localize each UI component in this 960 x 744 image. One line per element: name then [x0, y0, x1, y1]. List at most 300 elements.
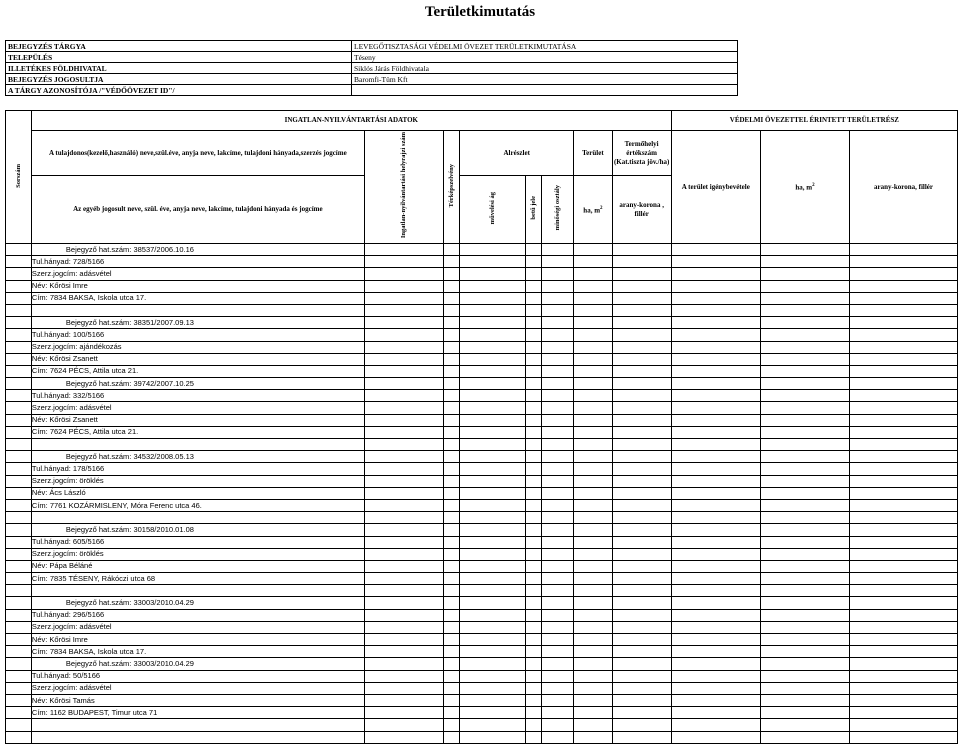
- empty-cell: [542, 292, 574, 304]
- empty-cell: [460, 365, 525, 377]
- empty-cell: [542, 365, 574, 377]
- minosegi-header: minőségi osztály: [542, 176, 574, 244]
- empty-cell: [612, 439, 671, 451]
- owner-cell: Cím: 1162 BUDAPEST, Timur utca 71: [31, 707, 364, 719]
- empty-cell: [760, 365, 849, 377]
- info-row: [6, 41, 738, 52]
- empty-cell: [460, 597, 525, 609]
- empty-cell: [460, 731, 525, 743]
- vedelmi-header: VÉDELMI ÖVEZETTEL ÉRINTETT TERÜLETRÉSZ: [671, 111, 957, 131]
- empty-cell: [525, 670, 542, 682]
- empty-cell: [443, 609, 460, 621]
- empty-cell: [612, 329, 671, 341]
- ha-m2-header: ha, $m^2$: [574, 176, 612, 244]
- empty-cell: [612, 682, 671, 694]
- empty-cell: [364, 731, 443, 743]
- info-label: A TÁRGY AZONOSÍTÓJA /"VÉDŐÖVEZET ID"/: [6, 85, 352, 96]
- muvelesi-header: művelési ág: [460, 176, 525, 244]
- empty-cell: [760, 512, 849, 524]
- empty-cell: [525, 536, 542, 548]
- empty-cell: [364, 353, 443, 365]
- empty-cell: [671, 670, 760, 682]
- egyeb-header: Az egyéb jogosult neve, szül. éve, anyja neve, lakcíme, tulajdoni hányada és jogcíme: [31, 176, 364, 244]
- empty-cell: [364, 244, 443, 256]
- empty-cell: [612, 597, 671, 609]
- empty-cell: [542, 475, 574, 487]
- empty-cell: [525, 353, 542, 365]
- empty-cell: [850, 244, 958, 256]
- empty-cell: [525, 414, 542, 426]
- empty-cell: [574, 487, 612, 499]
- empty-cell: [460, 634, 525, 646]
- empty-cell: [850, 719, 958, 731]
- table-row: [6, 329, 958, 341]
- empty-cell: [574, 390, 612, 402]
- empty-cell: [574, 463, 612, 475]
- empty-cell: [443, 463, 460, 475]
- empty-cell: [525, 317, 542, 329]
- empty-cell: [460, 268, 525, 280]
- empty-cell: [443, 475, 460, 487]
- empty-cell: [460, 536, 525, 548]
- table-row: [6, 499, 958, 511]
- empty-cell: [443, 244, 460, 256]
- empty-cell: [443, 707, 460, 719]
- owner-cell: Név: Ács László: [31, 487, 364, 499]
- empty-cell: [760, 268, 849, 280]
- empty-cell: [364, 280, 443, 292]
- empty-cell: [574, 682, 612, 694]
- empty-cell: [460, 426, 525, 438]
- empty-cell: [6, 548, 32, 560]
- empty-cell: [460, 609, 525, 621]
- empty-cell: [460, 719, 525, 731]
- empty-cell: [574, 731, 612, 743]
- table-row: [6, 585, 958, 597]
- owner-cell: Szerz.jogcím: öröklés: [31, 475, 364, 487]
- empty-cell: [612, 463, 671, 475]
- empty-cell: [671, 439, 760, 451]
- table-row: [6, 524, 958, 536]
- table-row: [6, 536, 958, 548]
- empty-cell: [612, 317, 671, 329]
- empty-cell: [6, 585, 32, 597]
- empty-cell: [671, 487, 760, 499]
- empty-cell: [460, 524, 525, 536]
- empty-cell: [574, 292, 612, 304]
- empty-cell: [574, 451, 612, 463]
- empty-cell: [525, 560, 542, 572]
- empty-cell: [574, 597, 612, 609]
- terkep-header: Térképszelvény: [443, 131, 460, 244]
- empty-cell: [525, 719, 542, 731]
- empty-cell: [6, 475, 32, 487]
- empty-cell: [760, 573, 849, 585]
- empty-cell: [850, 573, 958, 585]
- empty-cell: [460, 353, 525, 365]
- empty-cell: [460, 292, 525, 304]
- empty-cell: [850, 487, 958, 499]
- empty-cell: [460, 560, 525, 572]
- empty-cell: [850, 451, 958, 463]
- empty-cell: [760, 353, 849, 365]
- empty-cell: [460, 487, 525, 499]
- empty-cell: [525, 402, 542, 414]
- empty-cell: [364, 304, 443, 316]
- empty-cell: [525, 585, 542, 597]
- empty-cell: [525, 475, 542, 487]
- empty-cell: [542, 597, 574, 609]
- empty-cell: [364, 682, 443, 694]
- empty-cell: [443, 451, 460, 463]
- table-row: [6, 268, 958, 280]
- empty-cell: [6, 439, 32, 451]
- empty-cell: [671, 256, 760, 268]
- info-row: [6, 74, 738, 85]
- empty-cell: [6, 597, 32, 609]
- empty-cell: [542, 304, 574, 316]
- empty-cell: [460, 304, 525, 316]
- empty-cell: [525, 646, 542, 658]
- alreszlet-header: Alrészlet: [460, 131, 574, 176]
- owner-cell: [31, 304, 364, 316]
- empty-cell: [850, 731, 958, 743]
- empty-cell: [850, 304, 958, 316]
- empty-cell: [6, 536, 32, 548]
- empty-cell: [460, 451, 525, 463]
- owner-cell: Név: Kőrösi Zsanett: [31, 353, 364, 365]
- empty-cell: [364, 463, 443, 475]
- empty-cell: [612, 292, 671, 304]
- owner-cell: Tul.hányad: 296/5166: [31, 609, 364, 621]
- empty-cell: [364, 499, 443, 511]
- empty-cell: [574, 585, 612, 597]
- empty-cell: [443, 499, 460, 511]
- empty-cell: [525, 280, 542, 292]
- empty-cell: [850, 378, 958, 390]
- empty-cell: [671, 536, 760, 548]
- empty-cell: [612, 707, 671, 719]
- empty-cell: [542, 560, 574, 572]
- empty-cell: [542, 451, 574, 463]
- empty-cell: [443, 341, 460, 353]
- empty-cell: [574, 304, 612, 316]
- empty-cell: [760, 317, 849, 329]
- empty-cell: [850, 256, 958, 268]
- empty-cell: [760, 426, 849, 438]
- empty-cell: [525, 463, 542, 475]
- empty-cell: [364, 256, 443, 268]
- empty-cell: [850, 707, 958, 719]
- empty-cell: [364, 426, 443, 438]
- empty-cell: [525, 378, 542, 390]
- empty-cell: [443, 487, 460, 499]
- empty-cell: [760, 621, 849, 633]
- empty-cell: [6, 646, 32, 658]
- empty-cell: [525, 548, 542, 560]
- owner-cell: Szerz.jogcím: öröklés: [31, 548, 364, 560]
- empty-cell: [671, 426, 760, 438]
- empty-cell: [542, 548, 574, 560]
- owner-cell: Tul.hányad: 605/5166: [31, 536, 364, 548]
- owner-cell: Tul.hányad: 50/5166: [31, 670, 364, 682]
- empty-cell: [443, 280, 460, 292]
- empty-cell: [443, 573, 460, 585]
- owner-cell: Tul.hányad: 728/5166: [31, 256, 364, 268]
- empty-cell: [574, 707, 612, 719]
- info-row: [6, 85, 738, 96]
- empty-cell: [6, 707, 32, 719]
- empty-cell: [443, 256, 460, 268]
- info-label: ILLETÉKES FÖLDHIVATAL: [6, 63, 352, 74]
- empty-cell: [574, 573, 612, 585]
- empty-cell: [612, 634, 671, 646]
- empty-cell: [542, 536, 574, 548]
- empty-cell: [525, 365, 542, 377]
- owner-cell: Bejegyző hat.szám: 38351/2007.09.13: [31, 317, 364, 329]
- empty-cell: [460, 463, 525, 475]
- empty-cell: [364, 329, 443, 341]
- empty-cell: [443, 329, 460, 341]
- owner-cell: [31, 731, 364, 743]
- owner-cell: Tul.hányad: 100/5166: [31, 329, 364, 341]
- empty-cell: [760, 609, 849, 621]
- empty-cell: [364, 341, 443, 353]
- table-row: [6, 475, 958, 487]
- empty-cell: [850, 463, 958, 475]
- empty-cell: [671, 682, 760, 694]
- empty-cell: [6, 463, 32, 475]
- empty-cell: [6, 719, 32, 731]
- empty-cell: [364, 646, 443, 658]
- empty-cell: [850, 402, 958, 414]
- table-row: [6, 426, 958, 438]
- table-row: [6, 353, 958, 365]
- sorszam-header: Sorszám: [6, 111, 32, 244]
- empty-cell: [542, 719, 574, 731]
- owner-cell: Tul.hányad: 332/5166: [31, 390, 364, 402]
- empty-cell: [460, 670, 525, 682]
- empty-cell: [671, 414, 760, 426]
- owner-cell: [31, 512, 364, 524]
- empty-cell: [525, 682, 542, 694]
- empty-cell: [850, 597, 958, 609]
- table-row: [6, 451, 958, 463]
- empty-cell: [612, 536, 671, 548]
- empty-cell: [443, 524, 460, 536]
- empty-cell: [525, 524, 542, 536]
- empty-cell: [364, 451, 443, 463]
- empty-cell: [760, 694, 849, 706]
- empty-cell: [574, 268, 612, 280]
- empty-cell: [364, 694, 443, 706]
- empty-cell: [542, 646, 574, 658]
- empty-cell: [574, 670, 612, 682]
- empty-cell: [542, 634, 574, 646]
- empty-cell: [574, 341, 612, 353]
- empty-cell: [574, 560, 612, 572]
- empty-cell: [443, 378, 460, 390]
- empty-cell: [460, 414, 525, 426]
- empty-cell: [364, 560, 443, 572]
- empty-cell: [542, 512, 574, 524]
- empty-cell: [542, 524, 574, 536]
- empty-cell: [542, 499, 574, 511]
- empty-cell: [6, 280, 32, 292]
- empty-cell: [671, 634, 760, 646]
- empty-cell: [850, 475, 958, 487]
- owner-cell: Bejegyző hat.szám: 33003/2010.04.29: [31, 658, 364, 670]
- empty-cell: [443, 621, 460, 633]
- tulajdonos-header: A tulajdonos(kezelő,használó) neve,szül.éve, anyja neve, lakcíme, tulajdoni hányada,szerzés jogcíme: [31, 131, 364, 176]
- empty-cell: [574, 402, 612, 414]
- empty-cell: [760, 719, 849, 731]
- empty-cell: [443, 317, 460, 329]
- empty-cell: [671, 573, 760, 585]
- empty-cell: [443, 670, 460, 682]
- empty-cell: [525, 341, 542, 353]
- table-row: [6, 634, 958, 646]
- empty-cell: [671, 658, 760, 670]
- empty-cell: [364, 585, 443, 597]
- empty-cell: [574, 378, 612, 390]
- terulet-header: Terület: [574, 131, 612, 176]
- empty-cell: [760, 560, 849, 572]
- empty-cell: [760, 378, 849, 390]
- empty-cell: [542, 426, 574, 438]
- empty-cell: [460, 707, 525, 719]
- empty-cell: [574, 280, 612, 292]
- owner-cell: Cím: 7834 BAKSA, Iskola utca 17.: [31, 292, 364, 304]
- empty-cell: [760, 524, 849, 536]
- table-row: [6, 682, 958, 694]
- empty-cell: [760, 244, 849, 256]
- owner-cell: Szerz.jogcím: adásvétel: [31, 268, 364, 280]
- empty-cell: [612, 731, 671, 743]
- empty-cell: [850, 585, 958, 597]
- empty-cell: [542, 329, 574, 341]
- empty-cell: [612, 573, 671, 585]
- empty-cell: [542, 280, 574, 292]
- empty-cell: [460, 317, 525, 329]
- empty-cell: [671, 292, 760, 304]
- empty-cell: [850, 658, 958, 670]
- empty-cell: [760, 341, 849, 353]
- empty-cell: [671, 524, 760, 536]
- empty-cell: [612, 670, 671, 682]
- empty-cell: [6, 609, 32, 621]
- empty-cell: [364, 621, 443, 633]
- empty-cell: [525, 268, 542, 280]
- empty-cell: [574, 499, 612, 511]
- empty-cell: [574, 548, 612, 560]
- empty-cell: [760, 658, 849, 670]
- empty-cell: [364, 439, 443, 451]
- empty-cell: [850, 682, 958, 694]
- empty-cell: [6, 682, 32, 694]
- empty-cell: [6, 694, 32, 706]
- owner-cell: Bejegyző hat.szám: 34532/2008.05.13: [31, 451, 364, 463]
- info-table: [5, 40, 738, 96]
- empty-cell: [850, 341, 958, 353]
- empty-cell: [850, 280, 958, 292]
- owner-cell: Szerz.jogcím: adásvétel: [31, 621, 364, 633]
- empty-cell: [525, 621, 542, 633]
- empty-cell: [525, 609, 542, 621]
- empty-cell: [671, 585, 760, 597]
- empty-cell: [542, 731, 574, 743]
- empty-cell: [574, 536, 612, 548]
- empty-cell: [612, 256, 671, 268]
- empty-cell: [460, 499, 525, 511]
- empty-cell: [443, 548, 460, 560]
- empty-cell: [460, 694, 525, 706]
- empty-cell: [671, 548, 760, 560]
- owner-cell: Cím: 7624 PÉCS, Attila utca 21.: [31, 365, 364, 377]
- empty-cell: [525, 329, 542, 341]
- empty-cell: [760, 414, 849, 426]
- empty-cell: [364, 707, 443, 719]
- empty-cell: [542, 256, 574, 268]
- table-row: [6, 402, 958, 414]
- empty-cell: [6, 487, 32, 499]
- empty-cell: [542, 707, 574, 719]
- info-row: [6, 63, 738, 74]
- empty-cell: [443, 719, 460, 731]
- empty-cell: [6, 499, 32, 511]
- empty-cell: [760, 329, 849, 341]
- empty-cell: [460, 658, 525, 670]
- owner-cell: Cím: 7834 BAKSA, Iskola utca 17.: [31, 646, 364, 658]
- table-row: [6, 573, 958, 585]
- empty-cell: [760, 707, 849, 719]
- empty-cell: [612, 390, 671, 402]
- empty-cell: [542, 244, 574, 256]
- empty-cell: [760, 536, 849, 548]
- empty-cell: [460, 256, 525, 268]
- empty-cell: [671, 731, 760, 743]
- empty-cell: [850, 524, 958, 536]
- empty-cell: [364, 317, 443, 329]
- table-row: [6, 719, 958, 731]
- empty-cell: [6, 426, 32, 438]
- empty-cell: [542, 390, 574, 402]
- empty-cell: [574, 317, 612, 329]
- table-row: [6, 280, 958, 292]
- empty-cell: [850, 292, 958, 304]
- empty-cell: [525, 304, 542, 316]
- empty-cell: [460, 341, 525, 353]
- empty-cell: [6, 670, 32, 682]
- empty-cell: [612, 451, 671, 463]
- empty-cell: [460, 573, 525, 585]
- empty-cell: [6, 524, 32, 536]
- table-row: [6, 341, 958, 353]
- empty-cell: [542, 353, 574, 365]
- empty-cell: [671, 609, 760, 621]
- owner-cell: Bejegyző hat.szám: 39742/2007.10.25: [31, 378, 364, 390]
- empty-cell: [850, 414, 958, 426]
- empty-cell: [364, 609, 443, 621]
- empty-cell: [443, 512, 460, 524]
- empty-cell: [671, 365, 760, 377]
- empty-cell: [525, 390, 542, 402]
- empty-cell: [760, 304, 849, 316]
- info-label: BEJEGYZÉS JOGOSULTJA: [6, 74, 352, 85]
- owner-cell: Név: Pápa Béláné: [31, 560, 364, 572]
- empty-cell: [525, 487, 542, 499]
- table-row: [6, 390, 958, 402]
